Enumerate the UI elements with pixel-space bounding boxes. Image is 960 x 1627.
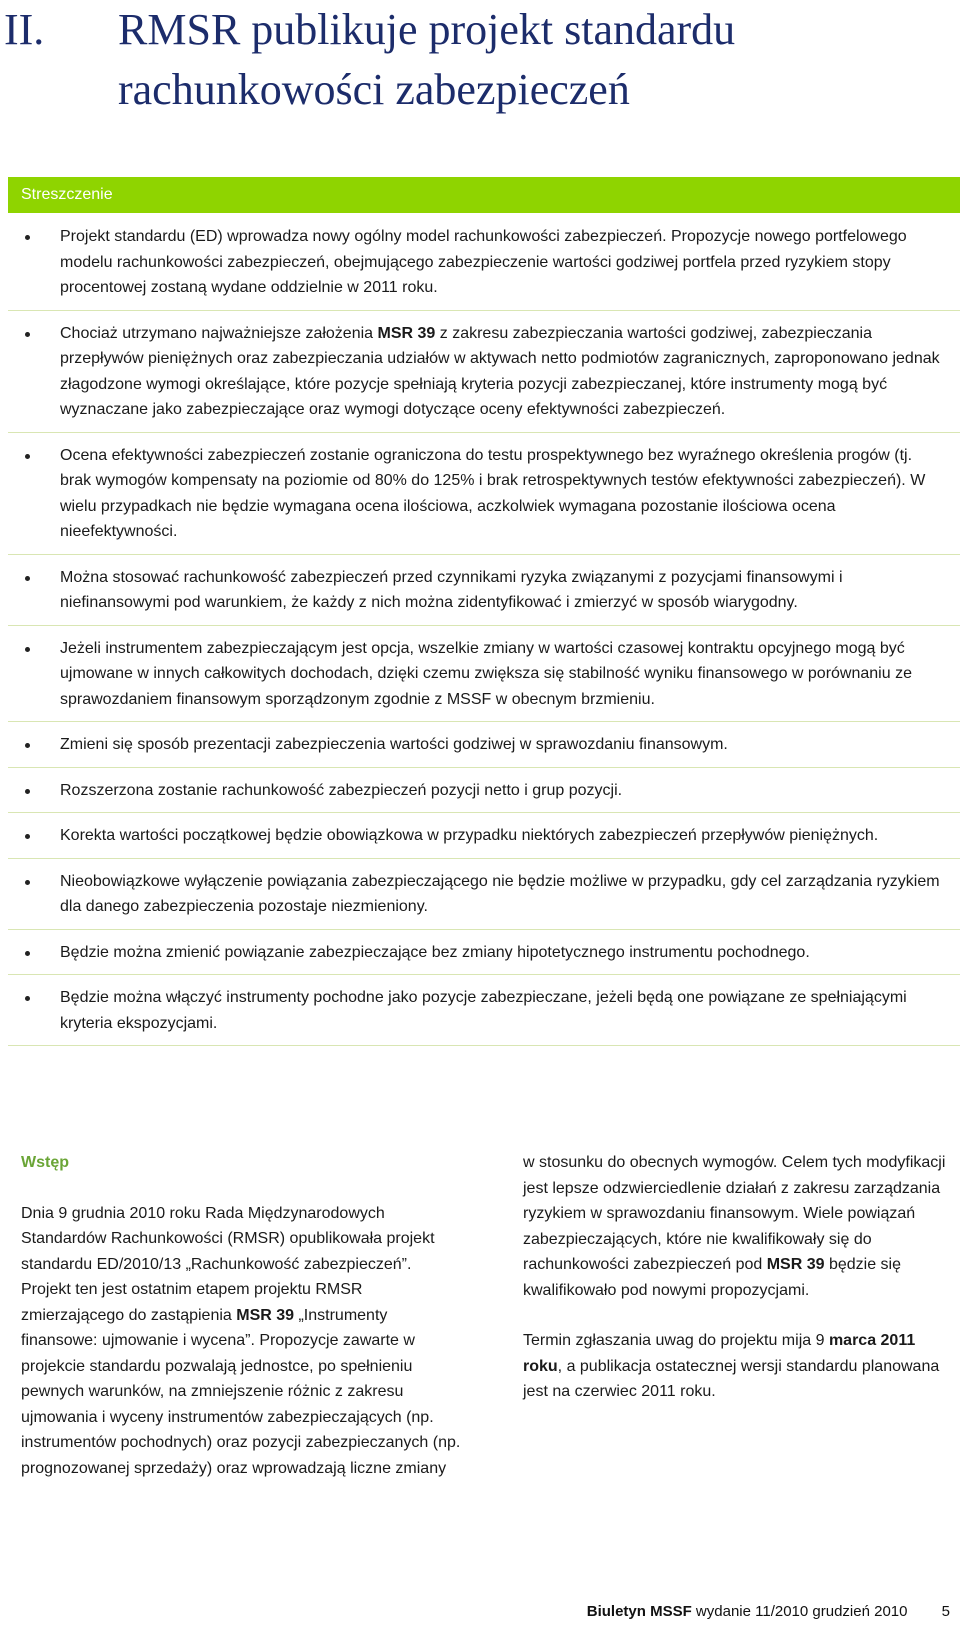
summary-label: Streszczenie bbox=[21, 186, 113, 203]
section-title: RMSR publikuje projekt standardu rachunkowości zabezpieczeń bbox=[118, 5, 736, 114]
bullet-text: Rozszerzona zostanie rachunkowość zabezpieczeń pozycji netto i grup pozycji. bbox=[60, 781, 623, 799]
bullet-text-before: Chociaż utrzymano najważniejsze założenia bbox=[60, 324, 378, 342]
intro-paragraph bbox=[523, 1150, 953, 1303]
bullet-icon bbox=[25, 880, 30, 885]
bullet-icon bbox=[25, 235, 30, 240]
bullet-text: Nieobowiązkowe wyłączenie powiązania zabezpieczającego nie będzie możliwe w przypadku, gdy cel zarządzania ryzykiem dla danego zabezpieczenia pozostaje niezmieniony. bbox=[60, 872, 940, 915]
list-item bbox=[8, 975, 960, 1046]
bullet-text-after: z zakresu zabezpieczania wartości godziwej, zabezpieczania przepływów pieniężnych oraz zabezpieczania udziałów w aktywach netto podmiotów zagranicznych, zaproponowano jednak złagodzone wymogi określające, które pozycje spełniają kryteria pozycji zabezpieczanej, które instrumenty mogą być wyznaczane jako zabezpieczające oraz wymogi dotyczące oceny efektywności zabezpieczeń. bbox=[60, 324, 940, 418]
bullet-text: Będzie można włączyć instrumenty pochodne jako pozycje zabezpieczane, jeżeli będą one powiązane ze spełniającymi kryteria ekspozycjami. bbox=[60, 989, 907, 1032]
bullet-text: Ocena efektywności zabezpieczeń zostanie ograniczona do testu prospektywnego bez wyraźnego określenia progów (tj. brak wymogów kompensaty na poziomie od 80% do 125% i brak retrospektywnych testów efektywności zabezpieczeń). W wielu przypadkach nie będzie wymagana ocena ilościowa, aczkolwiek wymagana pozostanie ilościowa ocena nieefektywności. bbox=[60, 446, 926, 540]
list-item bbox=[8, 555, 960, 626]
bullet-icon bbox=[25, 951, 30, 956]
intro-right-column bbox=[523, 1150, 953, 1405]
bullet-icon bbox=[25, 834, 30, 839]
bullet-icon bbox=[25, 332, 30, 337]
page-number: 5 bbox=[941, 1603, 950, 1620]
intro-text-bold: MSR 39 bbox=[236, 1306, 295, 1324]
deadline-date: marca 2011 roku bbox=[523, 1332, 916, 1375]
page-footer bbox=[587, 1602, 950, 1622]
bullet-icon bbox=[25, 647, 30, 652]
bullet-text: Można stosować rachunkowość zabezpieczeń przed czynnikami ryzyka związanymi z pozycjami finansowymi i niefinansowymi pod warunkiem, że każdy z nich można zidentyfikować i zmierzyć w sposób wiarygodny. bbox=[60, 568, 843, 611]
list-item bbox=[8, 626, 960, 723]
intro-text-2: „Instrumenty finansowe: ujmowanie i wycena”. Propozycje zawarte w projekcie standardu pozwalają jednostce, po spełnieniu pewnych warunków, na zmniejszenie różnic z zakresu ujmowania i wyceny instrumentów zabezpieczających (np. instrumentów pochodnych) oraz pozycji zabezpieczanych (np. prognozowanej sprzedaży) oraz wprowadzają liczne zmiany bbox=[21, 1306, 461, 1477]
summary-bullet-list bbox=[8, 214, 960, 1046]
list-item bbox=[8, 768, 960, 814]
intro-text-1: Dnia 9 grudnia 2010 roku Rada Międzynarodowych Standardów Rachunkowości (RMSR) opublikowała projekt standardu ED/2010/13 „Rachunkowość zabezpieczeń”. Projekt ten jest ostatnim etapem projektu RMSR zmierzającego do zastąpienia bbox=[21, 1204, 435, 1324]
bullet-text-bold: MSR 39 bbox=[377, 324, 436, 342]
bullet-text: Projekt standardu (ED) wprowadza nowy ogólny model rachunkowości zabezpieczeń. Propozycje nowego portfelowego modelu rachunkowości zabezpieczeń, obejmującego zabezpieczenie wartości godziwej portfela przed ryzykiem stopy procentowej zostaną wydane oddzielnie w 2011 roku. bbox=[60, 228, 907, 296]
intro-left-column bbox=[21, 1150, 461, 1481]
list-item bbox=[8, 930, 960, 976]
publication-name: Biuletyn MSSF bbox=[586, 1603, 692, 1620]
bullet-text: Będzie można zmienić powiązanie zabezpieczające bez zmiany hipotetycznego instrumentu pochodnego. bbox=[60, 943, 810, 961]
list-item bbox=[8, 813, 960, 859]
bullet-text: Jeżeli instrumentem zabezpieczającym jest opcja, wszelkie zmiany w wartości czasowej kontraktu opcyjnego mogą być ujmowane w innych całkowitych dochodach, dzięki czemu zwiększa się stabilność wyniku finansowego w porównaniu ze sprawozdaniem finansowym sporządzonym zgodnie z MSSF w obecnym brzmieniu. bbox=[60, 639, 912, 708]
bullet-icon bbox=[25, 743, 30, 748]
bullet-icon bbox=[25, 576, 30, 581]
publication-issue: wydanie 11/2010 grudzień 2010 bbox=[695, 1603, 908, 1620]
intro-text-bold: MSR 39 bbox=[766, 1256, 825, 1273]
list-item bbox=[8, 311, 960, 433]
intro-text-3: w stosunku do obecnych wymogów. Celem tych modyfikacji jest lepsze odzwierciedlenie działań z zakresu zarządzania ryzykiem w sprawozdaniu finansowym. Wiele powiązań zabezpieczających, które nie kwalifikowały się do rachunkowości zabezpieczeń pod bbox=[523, 1154, 946, 1273]
section-number: II. bbox=[4, 5, 45, 54]
deadline-text-1: Termin zgłaszania uwag do projektu mija 9 bbox=[523, 1332, 829, 1349]
intro-heading: Wstęp bbox=[21, 1154, 69, 1171]
list-item bbox=[8, 722, 960, 768]
list-item bbox=[8, 859, 960, 930]
list-item bbox=[8, 214, 960, 311]
intro-text-4: będzie się kwalifikowało pod nowymi propozycjami. bbox=[523, 1256, 901, 1299]
intro-paragraph bbox=[21, 1201, 461, 1482]
bullet-icon bbox=[25, 996, 30, 1001]
summary-bar bbox=[8, 177, 960, 213]
deadline-paragraph bbox=[523, 1328, 953, 1405]
list-item bbox=[8, 433, 960, 555]
bullet-text: Korekta wartości początkowej będzie obowiązkowa w przypadku niektórych zabezpieczeń przepływów pieniężnych. bbox=[60, 827, 879, 844]
bullet-text: Zmieni się sposób prezentacji zabezpieczenia wartości godziwej w sprawozdaniu finansowym. bbox=[60, 736, 728, 753]
deadline-text-2: , a publikacja ostatecznej wersji standardu planowana jest na czerwiec 2011 roku. bbox=[523, 1357, 940, 1400]
bullet-icon bbox=[25, 789, 30, 794]
bullet-icon bbox=[25, 454, 30, 459]
